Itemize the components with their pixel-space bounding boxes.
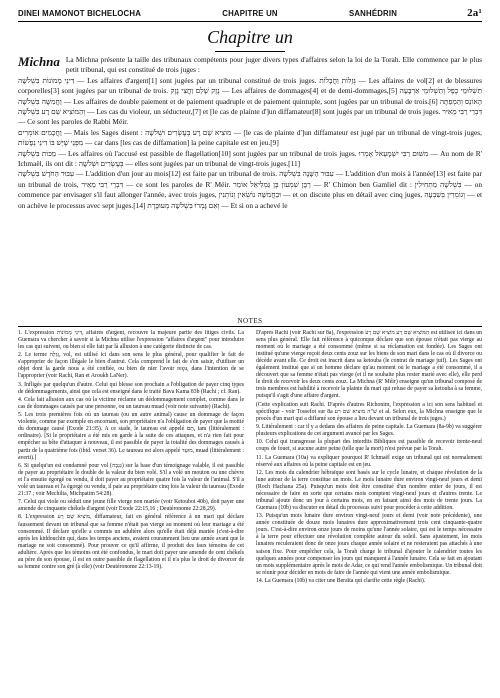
note: 11. La Guemara (10a) va expliquer pourquoi R' Ichmaël exige un tribunal qui est normalement réservé aux affaires où la peine capitale est en jeu. (256, 454, 482, 468)
note: 3. Infligés par quelqu'un d'autre. Celui qui blesse son prochain a l'obligation de payer cinq types de dédommagements, ainsi que cela est enseigné dans le traité Bava Kama 83b (Rachi ; cf. Ran). (18, 381, 244, 395)
header-left: DINEI MAMONOT BICHELOCHA (18, 8, 142, 18)
running-header (18, 6, 482, 20)
note: D'après Rachi (voir Rachi sur 8a), l'expression הַמּוֹצִיא שֵׁם רָע מוֹצִיא שֵׁם רָע est utilisée ici dans un sens plus général. Elle fait référence à quiconque déclare que son épouse n'était pas vierge au moment où le mariage a été consommé (même si sa réclamation est fondée). Les Sages ont institué qu'une vierge reçoit deux cents zouz sur les biens de son mari dans le cas où il divorce ou décède avant elle. Ce droit est inscrit dans sa ketouba (le contrat de mariage juif). Les Sages ont également institué que si un homme déclare qu'au moment où le mariage a été consommé, il a découvert que sa femme n'était pas vierge (et il ne souhaite plus rester marié avec elle), elle perd le droit de recevoir les deux cents zouz. La Michna (R' Méir) enseigne qu'un tribunal composé de trois membres est habilité à recevoir la plainte du mari qui refuse de payer sa ketouba à sa femme, puisqu'il s'agit d'une affaire d'argent. (256, 330, 482, 400)
note: 9. Littéralement : car il y a dedans des affaires de peine capitale. La Guemara (8a-9b) va suggérer plusieurs explications de cet argument avancé par les Sages. (256, 423, 482, 438)
mishna-paragraph: מַכּוֹת בִּשְׁלֹשָׁה — Les affaires où l'accusé est passible de flagellation[10] sont jugées par un tribunal de trois juges. מִשּׁוּם רַבִּי יִשְׁמָעֵאל אָמְרוּ — Au nom de R' Ichmaël, ils ont dit : בְּעֶשְׂרִים וּשְׁלֹשָׁה — elles sont jugées par un tribunal de vingt-trois juges.[11] (18, 148, 482, 169)
header-center (18, 9, 482, 18)
note: 14. La Guemara (10b) va citer une Beraïta qui clarifie cette règle (Rachi). (256, 577, 426, 584)
note: (Cette explication suit Rachi. D'après d'autres Richonim, l'expression a ici son sens habituel et spécifique - voir Tossefot sur 8a ש"ה מוציא שם רע et al. Selon eux, la Michna enseigne que le procès d'un mari qui a diffamé son épouse a lieu devant un tribunal de trois juges.) (256, 401, 482, 422)
mishna-label: Michna (18, 54, 60, 69)
mishna-paragraph: דִּינֵי מָמוֹנוֹת בִּשְׁלֹשָׁה — Les affaires d'argent[1] sont jugées par un tribunal constitué de trois juges. גְּזֵלוֹת וַחֲבָלוֹת — Les affaires de vol[2] et de blessures corporelles[3] sont jugées par un tribunal de trois. נֶזֶק שָׁלֵם וַחֲצִי נֶזֶק — Les affaires de dommages[4] et de demi-dommages,[5] תַּשְׁלוּמֵי כֶפֶל וְתַשְׁלוּמֵי אַרְבָּעָה וַחֲמִשָּׁה בִּשְׁלֹשָׁה — Les affaires de double paiement et de paiement quadruple et de paiement quintuple, sont jugées par un tribunal de trois.[6] הָאוֹנֵס וְהַמְפַתֶּה וְהַמּוֹצִיא שֵׁם רָע בִּשְׁלֹשָׁה — Les cas du violeur, un séducteur,[7] et [le cas de plainte d']un diffamateur[8] sont jugés par un tribunal de trois juges. דִּבְרֵי רַבִּי מֵאִיר — Ce sont les paroles de Rabbi Méir. (18, 75, 482, 127)
note: 7. Celui qui viole ou séduit une jeune fille vierge non mariée (voir Ketoubot 40b), doit payer une amende de cinquante chékels d'argent (voir Exode 22:15,16 ; Deutéronome 22:28,29). (18, 499, 244, 513)
note: 2. Le terme גְּזֵלָה, vol, est utilisé ici dans son sens le plus général, pour qualifier le fait de s'approprier de façon illégale le bien d'autrui. Cela comprend le fait de s'en saisir, d'utiliser un objet dont la garde nous a été confiée, ou bien de nier l'avoir reçu, dans l'intention de se l'approprier (voir Rachi, Ran et Aroukh LaNer). (18, 352, 244, 380)
note: 10. Celui qui transgresse la plupart des interdits Bibliques est passible de recevoir trente-neuf coups de fouet, si aucune autre peine (telle que la mort) n'est prévue par la Torah. (256, 439, 482, 453)
chapter-title: Chapitre un (207, 27, 293, 47)
notes-rule (18, 326, 482, 327)
mishna-paragraph: La Michna présente la taille des tribunaux compétents pour juger divers types d'affaires selon la loi de la Torah. Elle commence par le plus petit tribunal, qui est constitué de trois juges : (65, 55, 482, 75)
mishna-text (18, 55, 482, 211)
mishna-paragraph: וַחֲכָמִים אוֹמְרִים — Mais les Sages disent : מוֹצִיא שֵׁם רָע בְּעֶשְׂרִים וּשְׁלֹשָׁה — [le cas de plainte d']un diffamateur est jugé par un tribunal de vingt-trois juges, מִפְּנֵי שֶׁיֵּשׁ בּוֹ דִינֵי נְפָשׁוֹת — car dans [les cas de diffamation] la peine capitale est en jeu.[9] (18, 127, 482, 148)
note: 4. Cela fait allusion aux cas où la victime réclame un dédommagement complet, comme dans le cas de dommages causés par une personne, ou un taureau muad (voir note suivante) (Rachi). (18, 396, 244, 411)
chapter-rule (215, 51, 285, 52)
header-section: SANHÉDRIN (348, 8, 398, 18)
note: 1. L'expression דִּינֵי מָמוֹנוֹת, affaires d'argent, recouvre la majeure partie des litiges civils. La Guemara va chercher à savoir si la Michna utilise l'expression "affaires d'argent" pour introduire les cas qui suivent, ou bien si elle fait par là allusion à une catégorie distincte de cas. (18, 330, 244, 351)
note: 8. L'expression מוֹצִיא שֵׁם רָע, diffamateur, fait en général référence à un mari qui déclare faussement devant un tribunal que sa femme n'était pas vierge au moment où leur mariage a été consommé. Il déclare qu'elle a commis un adultère alors qu'elle était déjà mariée (c'est-à-dire après les kiddouchin qui, dans les temps anciens, avaient couramment lieu une année avant que le mariage ne soit consommé). Pour prouver ce qu'il affirme, il produit des faux témoins de cet adultère. Après que les témoins ont été confondus, le mari doit payer une amende de cent chékels au père de son épouse, il est en outre passible de flagellation et il n'a plus le droit de divorcer de sa femme contre son gré (à elle) (voir Deutéronome 22:13-19). (18, 514, 245, 570)
header-rule (18, 21, 482, 22)
note: 5. Les trois premières fois où un taureau (ou un autre animal) cause un dommage de façon violente, comme par exemple en encornant, son propriétaire n'a l'obligation de payer que la moitié du dommage causé (Exode 21:35). A ce stade, le taureau est appelé תָּם, tam (littéralement : ordinaire). [Si le propriétaire a été mis en garde à la suite de ces attaques, et n'a rien fait pour empêcher sa bête d'attaquer à nouveau, il est passible de payer la totalité des dommages causés à partir de la quatrième fois (ibid. verset 36). Le taureau est alors appelé מוּעָד, muad (littéralement : averti).] (18, 412, 244, 461)
page-number: 2a¹ (467, 7, 482, 19)
note: 13. Puisqu'un mois lunaire dure environ vingt-neuf jours et demi (voir note précédente), une année constituée de douze mois lunaires dure approximativement trois cent cinquante-quatre jours. C'est-à-dire environ onze jours de moins qu'une l'année solaire, qui est le temps nécessaire à la terre pour effectuer une révolution complète autour du soleil. Sans ajustement, les mois lunaires reculeraient donc de onze jours chaque année solaire et ne resteraient pas attachés à une saison fixe. Pour empêcher cela, la Torah charge le tribunal d'ajouter le calendrier toutes les quelques années pour compenser les jours qui manquent à l'année lunaire. Cela se fait en ajoutant un mois supplémentaire après le mois de Adar, ce qui rend l'année embolismique. Un tribunal doit se réunir pour décider en mois de faire de l'année qui vient une année embolismique. (256, 513, 482, 576)
note: 12. Les mois du calendrier hébraïque sont basés sur le cycle lunaire, et chaque révolution de la lune autour de la terre constitue un mois. Le mois lunaire dure environ vingt-neuf jours et demi (Roch Hachana 25a). Puisqu'un mois doit être constitué d'un nombre entier de jours, il est nécessaire de faire en sorte que certains mois comptent vingt-neuf jours et d'autres trente. Le tribunal ajoute donc un jour à certains mois, en en faisant ainsi des mois de trente jours. La Guemara (10b) va discuter en détail du processus suivi pour procéder à cette addition. (256, 469, 482, 512)
notes-title: NOTES (237, 317, 263, 325)
note: 6. Si quelqu'un est condamné pour vol (גְּנֵבָה) sur la base d'un témoignage valable, il est passible de payer au propriétaire le double de la valeur du bien volé. S'il a volé un mouton ou une chèvre et l'a ensuite égorgé ou vendu, il doit payer au propriétaire quatre fois la valeur de l'animal. S'il a volé un taureau et l'a égorgé ou vendu, il paie au propriétaire cinq fois la valeur du taureau (Exode 21:37 ; voir Mechilta, Michpatim 54:28). (18, 462, 244, 497)
mishna-paragraph: עִבּוּר הַחֹדֶשׁ בִּשְׁלֹשָׁה — L'addition d'un jour au mois[12] est faite par un tribunal de trois. עִבּוּר הַשָּׁנָה בִּשְׁלֹשָׁה — L'addition d'un mois à l'année[13] est faite par un tribunal de trois, דִּבְרֵי רַבִּי מֵאִיר — ce sont les paroles de R' Méir. רַבָּן שִׁמְעוֹן בֶּן גַּמְלִיאֵל אוֹמֵר — R' Chimon ben Gamliel dit : בִּשְׁלֹשָׁה מַתְחִילִין — on commence par envisager s'il faut allonger l'année, avec trois juges, וּבַחֲמִשָּׁה נוֹשְׂאִין וְנוֹתְנִין — et on discute plus en détail avec cinq juges, וְגוֹמְרִין בְּשִׁבְעָה — et on achève le processus avec sept juges.[14] וְאִם גָּמְרוּ בִּשְׁלֹשָׁה מְעוּבֶּרֶת — Et si on a achevé le (18, 169, 482, 210)
notes-section (18, 330, 482, 692)
header-chapter: CHAPITRE UN (222, 8, 278, 18)
